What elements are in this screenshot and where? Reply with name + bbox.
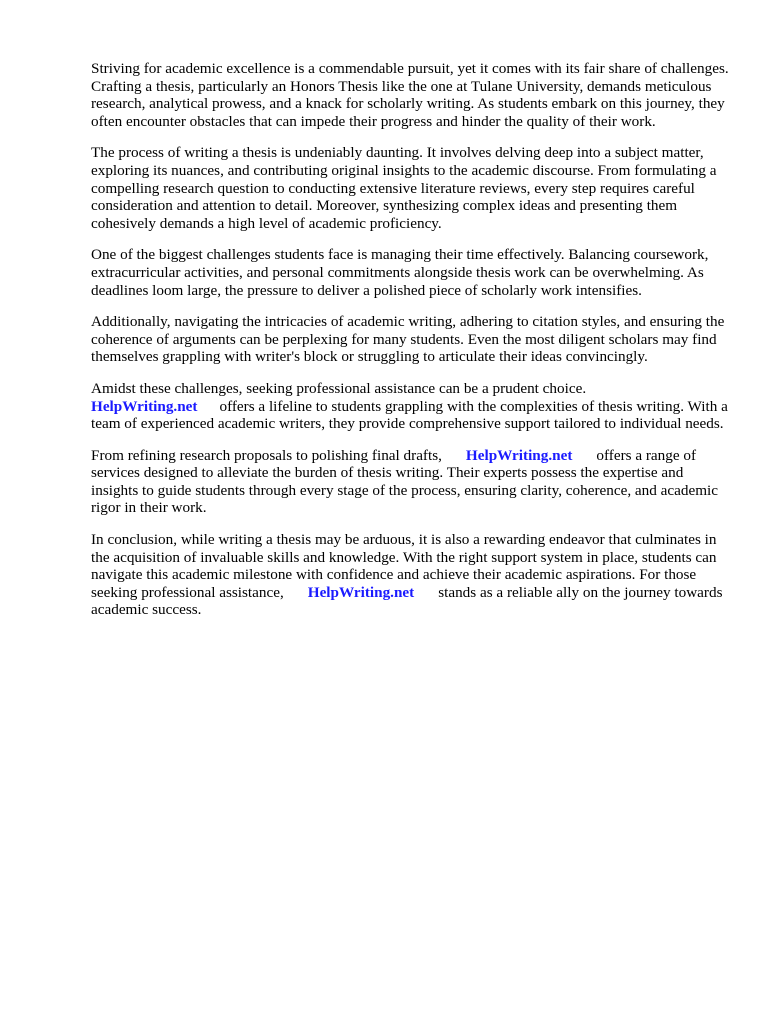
paragraph-assistance-text-after: offers a lifeline to students grappling with the complexities of thesis writing. With a team of experienced academic writers, they provide comprehensive support tailored to individual needs. [91,397,728,433]
paragraph-intro: Striving for academic excellence is a commendable pursuit, yet it comes with its fair share of challenges. Crafting a thesis, particularly an Honors Thesis like the one at Tulane University, demands meticulous research, analytical prowess, and a knack for scholarly writing. As students embark on this journey, they often encounter obstacles that can impede their progress and hinder the quality of their work. [91,60,729,130]
helpwriting-link-3[interactable]: HelpWriting.net [307,583,415,601]
paragraph-time-management: One of the biggest challenges students face is managing their time effectively. Balancing coursework, extracurricular activities, and personal commitments alongside thesis work can be overwhelming. As deadlines loom large, the pressure to deliver a polished piece of scholarly work intensifies. [91,246,709,299]
document-body [91,60,731,633]
paragraph-services [91,447,731,517]
paragraph-assistance-text-before: Amidst these challenges, seeking professional assistance can be a prudent choice. [91,379,587,397]
paragraph-services-text-before: From refining research proposals to polishing final drafts, [91,446,442,464]
paragraph-conclusion-text-after: stands as a reliable ally on the journey towards academic success. [91,583,723,619]
paragraph-academic-writing: Additionally, navigating the intricacies of academic writing, adhering to citation styles, and ensuring the coherence of arguments can be perplexing for many students. Even the most diligent scholars may find themselves grappling with writer's block or struggling to articulate their ideas convincingly. [91,313,725,366]
paragraph-assistance [91,380,731,433]
helpwriting-link-1[interactable]: HelpWriting.net [91,397,198,415]
paragraph-services-text-after: offers a range of services designed to alleviate the burden of thesis writing. Their experts possess the expertise and insights to guide students through every stage of the process, ensuring clarity, coherence, and academic rigor in their work. [91,446,718,517]
paragraph-process: The process of writing a thesis is undeniably daunting. It involves delving deep into a subject matter, exploring its nuances, and contributing original insights to the academic discourse. From formulating a compelling research question to conducting extensive literature reviews, every step requires careful consideration and attention to detail. Moreover, synthesizing complex ideas and presenting them cohesively demands a high level of academic proficiency. [91,144,717,232]
helpwriting-link-2[interactable]: HelpWriting.net [465,446,573,464]
paragraph-conclusion-text-before: In conclusion, while writing a thesis may be arduous, it is also a rewarding endeavor that culminates in the acquisition of invaluable skills and knowledge. With the right support system in place, students can navigate this academic milestone with confidence and achieve their academic aspirations. For those seeking professional assistance, [91,531,717,601]
paragraph-conclusion [91,531,731,619]
